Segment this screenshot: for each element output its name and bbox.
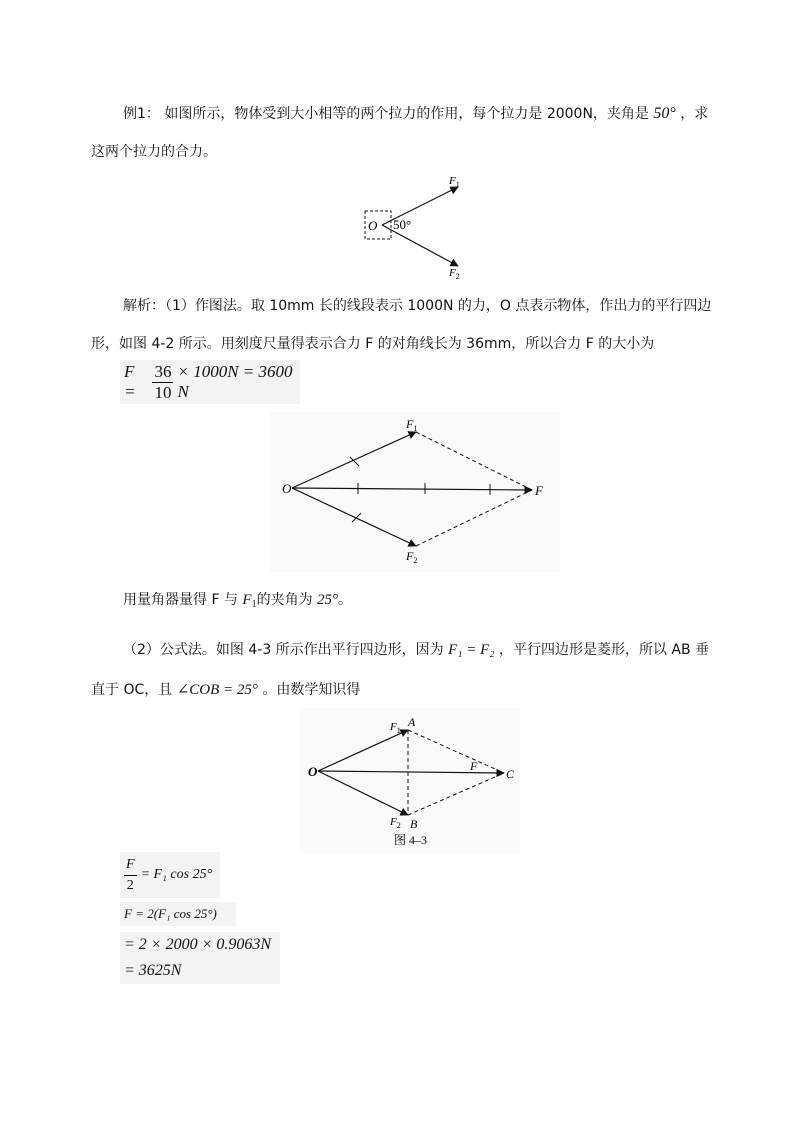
equation-graphical [120, 360, 300, 404]
example-label: 例1： [123, 106, 160, 122]
point-f-label: F [535, 483, 543, 498]
formula-text-3: 直于 OC，且 [91, 682, 173, 698]
eq1-lhs: F = [124, 362, 136, 401]
equation-half-resultant [120, 852, 220, 898]
resultant-f-label: F [470, 759, 478, 773]
f1-label: $F_1$ [449, 175, 460, 189]
example-line-1 [123, 104, 708, 124]
eq2-denominator: 2 [126, 877, 134, 893]
equation-resultant-line-2: F = 2(F₁ cos 25°) [120, 902, 236, 926]
angle-label: 50° [393, 217, 412, 232]
formula-text-2: ，平行四边形是菱形，所以 AB 垂 [498, 642, 710, 658]
figure-background [270, 412, 560, 572]
analysis-line-2: 形，如图 4-2 所示。用刻度尺量得表示合力 F 的对角线长为 36mm，所以合力 F 的大小为 [91, 336, 655, 352]
figure-force-angle [355, 170, 475, 282]
point-o-label: O [282, 481, 292, 496]
eq1-rhs: × 1000N = 3600 N [177, 362, 293, 401]
measure-text: 用量角器量得 F 与 [123, 592, 238, 608]
equation-resultant-line-3: = 2 × 2000 × 0.9063N [120, 932, 280, 958]
point-o-label: O [368, 218, 378, 233]
eq1-fraction [152, 362, 173, 403]
example-text: 如图所示，物体受到大小相等的两个拉力的作用，每个拉力是 2000N，夹角是 [164, 106, 649, 122]
measure-angle: 25° [317, 592, 339, 608]
measure-period: 。 [338, 592, 353, 608]
measure-f1: $F_1$ [242, 592, 257, 610]
formula-text-4: 。由数学知识得 [262, 682, 361, 698]
eq2-numerator: F [124, 855, 137, 876]
example-line-2: 这两个拉力的合力。 [91, 144, 217, 160]
f2-label: $F_2$ [406, 549, 418, 565]
f1-label: $F_1$ [406, 417, 418, 433]
figure-rhombus [300, 708, 520, 853]
formula-text: （2）公式法。如图 4-3 所示作出平行四边形，因为 [123, 642, 444, 658]
point-b-label: B [410, 817, 418, 831]
figure-parallelogram [270, 412, 560, 572]
f2-label: $F_2$ [390, 816, 401, 830]
eq1-numerator: 36 [154, 361, 172, 381]
eq2-line1-rhs: = F₁ cos 25° [140, 867, 213, 882]
formula-eq: F₁ = F₂ [448, 642, 495, 658]
equation-resultant-line-4: = 3625N [120, 958, 280, 984]
formula-line-2 [91, 680, 360, 700]
analysis-line-1: 解析：（1）作图法。取 10mm 长的线段表示 1000N 的力，O 点表示物体，作出力的平行四边 [123, 298, 712, 314]
f2-label: $F_2$ [449, 267, 460, 281]
example-angle: 50° [653, 105, 676, 122]
figure-caption: 图 4–3 [394, 833, 428, 847]
formula-line-1 [123, 640, 709, 660]
point-a-label: A [408, 715, 416, 729]
eq1-denominator: 10 [154, 382, 172, 402]
f1-label: $F_1$ [390, 721, 401, 735]
point-c-label: C [506, 767, 515, 781]
example-text-end: ，求 [680, 106, 709, 122]
formula-angle-eq: ∠COB = 25° [176, 682, 258, 698]
measure-text-2: 的夹角为 [256, 592, 313, 608]
measure-line [123, 590, 352, 615]
eq2-fraction [124, 855, 137, 896]
point-o-label: O [308, 764, 318, 779]
